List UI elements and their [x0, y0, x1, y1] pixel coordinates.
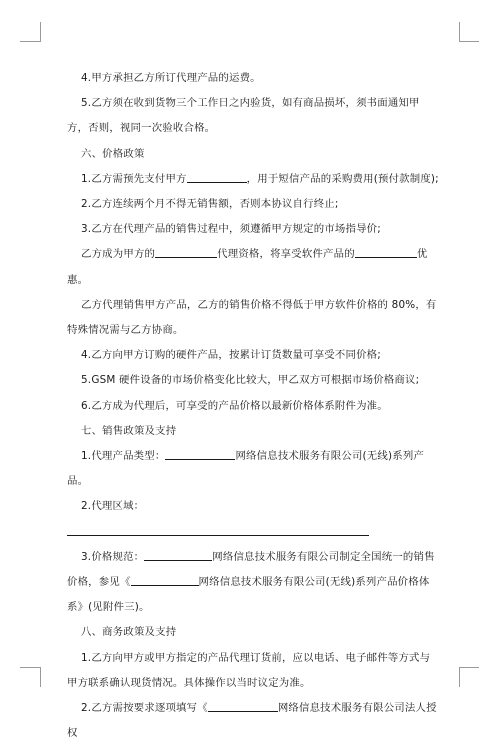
crop-mark-top-right-h: [459, 41, 479, 42]
crop-mark-bottom-left-v: [40, 667, 41, 687]
paragraph-freight: 4.甲方承担乙方所订代理产品的运费。: [81, 72, 261, 84]
crop-mark-top-right-v: [459, 22, 460, 42]
paragraph-market-price: 3.乙方在代理产品的销售过程中，须遵循甲方规定的市场指导价;: [81, 223, 381, 236]
blank-field: [355, 246, 417, 258]
blank-field: [208, 700, 278, 712]
paragraph-price-norm: 3.价格规范： 网络信息技术服务有限公司制定全国统一的销售价格，参见《 网络信息技术服务有限公司(无线)系列产品价格体系》(见附件三)。: [67, 550, 435, 614]
paragraph-min-price: 乙方代理销售甲方产品，乙方的销售价格不得低于甲方软件价格的 80%，有特殊情况需与乙方协商。: [67, 298, 437, 337]
paragraph-inspection: 5.乙方须在收到货物三个工作日之内验货，如有商品损坏，须书面通知甲方，否则，视同一次验收合格。: [67, 97, 420, 135]
paragraph-product-type: 1.代理产品类型： 网络信息技术服务有限公司(无线)系列产品。: [67, 450, 424, 488]
paragraph-gsm: 5.GSM 硬件设备的市场价格变化比较大，甲乙双方可根据市场价格商议;: [81, 374, 420, 387]
document-body: [67, 66, 439, 746]
crop-mark-bottom-right-h: [459, 667, 479, 668]
crop-mark-top-left-h: [20, 41, 40, 42]
paragraph-sales-volume: 2.乙方连续两个月不得无销售额，否则本协议自行终止;: [81, 198, 339, 211]
section-heading-business-policy: 八、商务政策及支持: [81, 626, 177, 639]
crop-mark-bottom-left-h: [20, 667, 40, 668]
blank-field: [144, 549, 212, 561]
blank-field: [155, 246, 217, 258]
blank-field: [131, 574, 199, 586]
paragraph-authorization: 2.乙方需按要求逐项填写《 网络信息技术服务有限公司法人授权: [67, 702, 437, 740]
section-heading-pricing: 六、价格政策: [81, 147, 145, 160]
crop-mark-bottom-right-v: [459, 667, 460, 687]
blank-field: [67, 524, 369, 536]
paragraph-agent-qualification: 乙方成为甲方的 代理资格，将享受软件产品的 优惠。: [67, 248, 428, 286]
blank-field: [165, 448, 235, 460]
paragraph-price-system: 6.乙方成为代理后，可享受的产品价格以最新价格体系附件为准。: [81, 399, 388, 412]
crop-mark-top-left-v: [40, 22, 41, 42]
paragraph-prepayment: 1.乙方需预先支付甲方 ，用于短信产品的采购费用(预付款制度);: [81, 172, 439, 185]
blank-field: [187, 171, 247, 183]
paragraph-region: 2.代理区域：: [67, 494, 439, 544]
paragraph-hardware-order: 4.乙方向甲方订购的硬件产品，按累计订货数量可享受不同价格;: [81, 349, 381, 362]
paragraph-order-confirm: 1.乙方向甲方或甲方指定的产品代理订货前，应以电话、电子邮件等方式与甲方联系确认现货情况。具体操作以当时议定为准。: [67, 651, 431, 689]
section-heading-sales-policy: 七、销售政策及支持: [81, 424, 177, 437]
